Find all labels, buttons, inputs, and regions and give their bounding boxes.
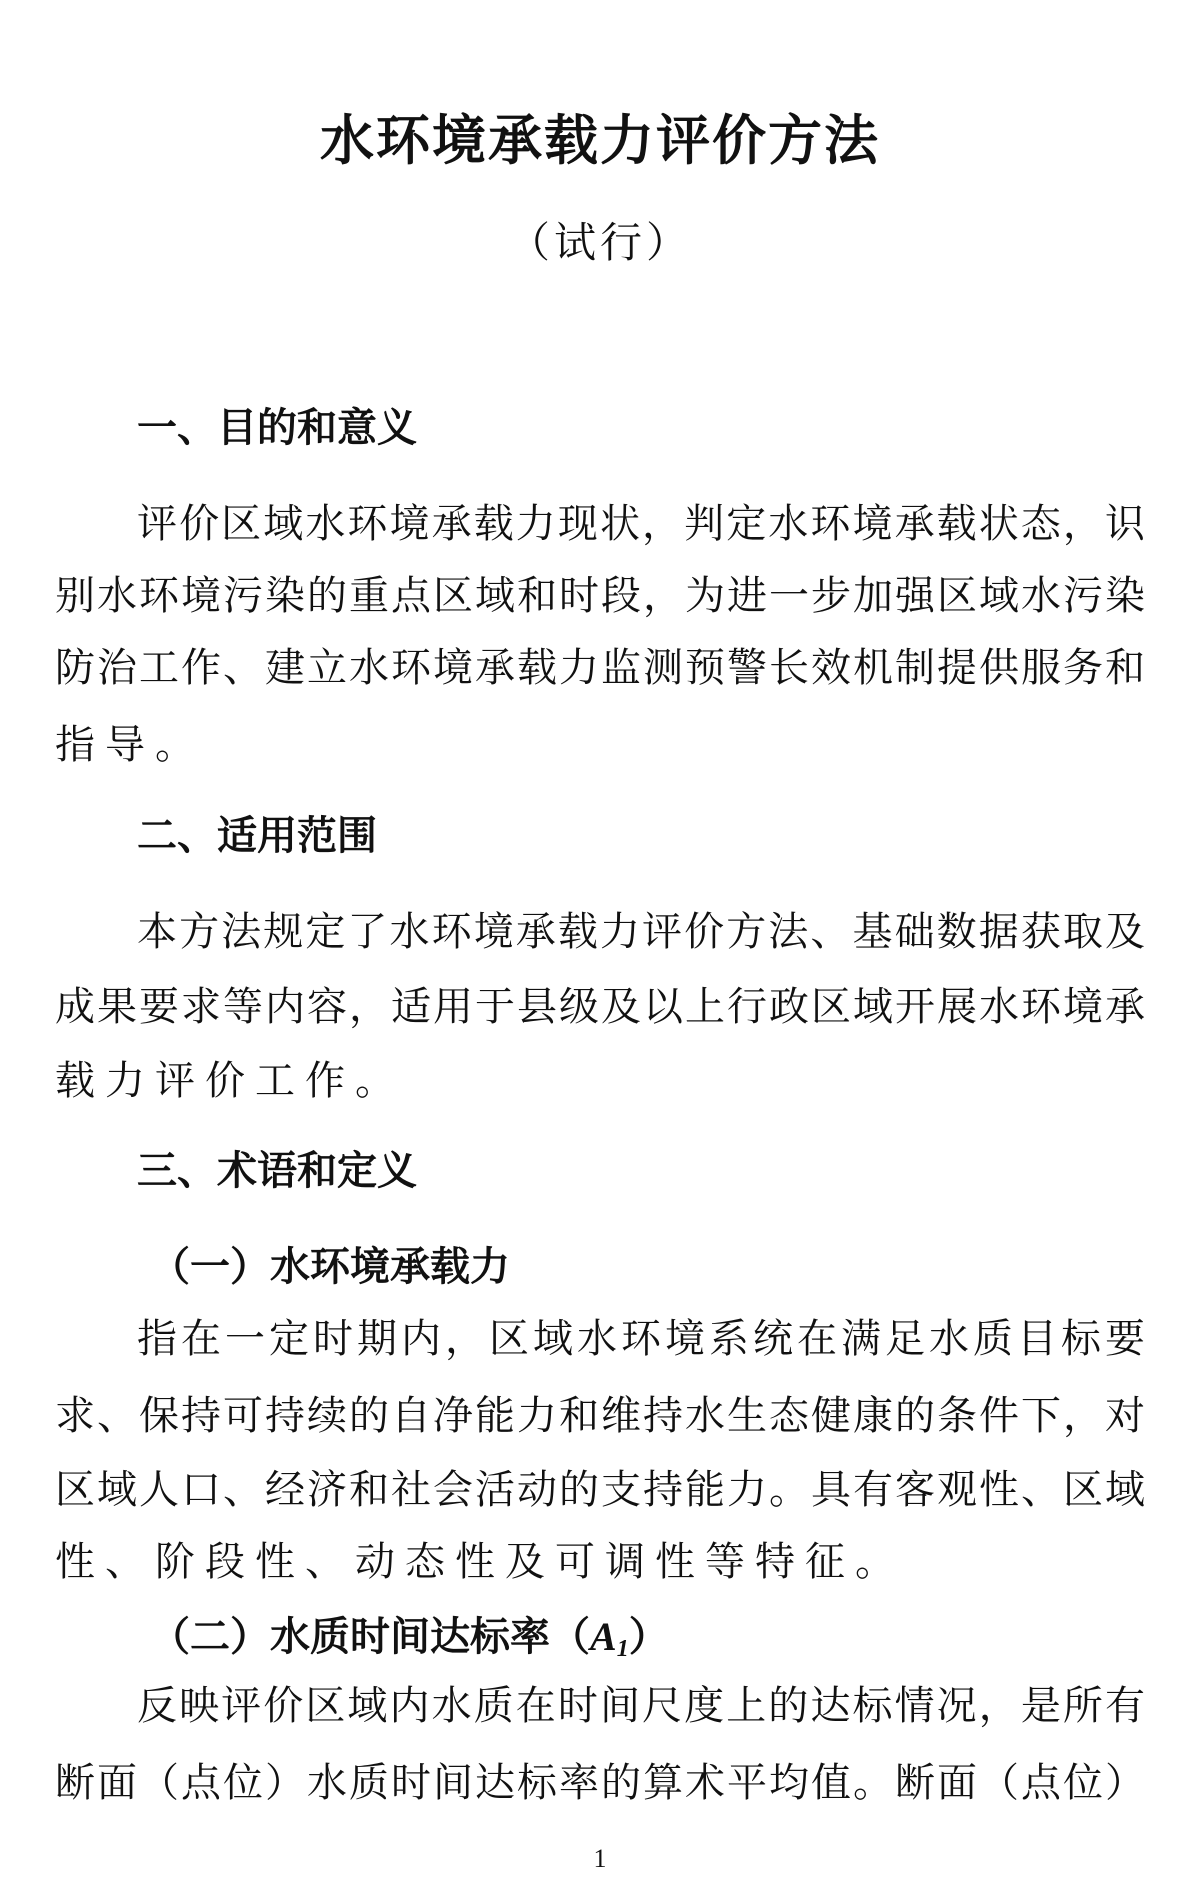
- paragraph-line: 载力评价工作。: [55, 1058, 405, 1104]
- subsection-heading-time-compliance-rate: [150, 1614, 669, 1662]
- document-title: 水环境承载力评价方法: [320, 109, 880, 172]
- paragraph-line: 断面（点位）水质时间达标率的算术平均值。断面（点位）: [55, 1760, 1145, 1806]
- section-heading-terms: 三、术语和定义: [137, 1148, 417, 1194]
- paragraph-line: 别水环境污染的重点区域和时段，为进一步加强区域水污染: [55, 573, 1145, 619]
- paragraph-line: 防治工作、建立水环境承载力监测预警长效机制提供服务和: [55, 645, 1145, 691]
- subsection-heading-prefix: （二）水质时间达标率（: [150, 1614, 590, 1660]
- paragraph-line: 本方法规定了水环境承载力评价方法、基础数据获取及: [137, 909, 1145, 955]
- paragraph-line: 成果要求等内容，适用于县级及以上行政区域开展水环境承: [55, 984, 1145, 1030]
- section-heading-purpose: 一、目的和意义: [137, 405, 417, 451]
- paragraph-line: 性、阶段性、动态性及可调性等特征。: [55, 1539, 905, 1585]
- paragraph-line: 评价区域水环境承载力现状，判定水环境承载状态，识: [137, 501, 1145, 547]
- paragraph-line: 指在一定时期内，区域水环境系统在满足水质目标要: [137, 1316, 1145, 1362]
- subsection-heading-carrying-capacity: （一）水环境承载力: [150, 1244, 510, 1290]
- formula-symbol: $A_1$: [590, 1614, 629, 1662]
- paragraph-line: 求、保持可持续的自净能力和维持水生态健康的条件下，对: [55, 1393, 1145, 1439]
- section-heading-scope: 二、适用范围: [137, 813, 377, 859]
- paragraph-line: 区域人口、经济和社会活动的支持能力。具有客观性、区域: [55, 1467, 1145, 1513]
- paragraph-line: 反映评价区域内水质在时间尺度上的达标情况，是所有: [137, 1683, 1145, 1729]
- subsection-heading-suffix: ）: [628, 1614, 669, 1660]
- page-number: 1: [593, 1844, 607, 1873]
- document-subtitle: （试行）: [507, 218, 692, 267]
- paragraph-line: 指导。: [55, 722, 205, 768]
